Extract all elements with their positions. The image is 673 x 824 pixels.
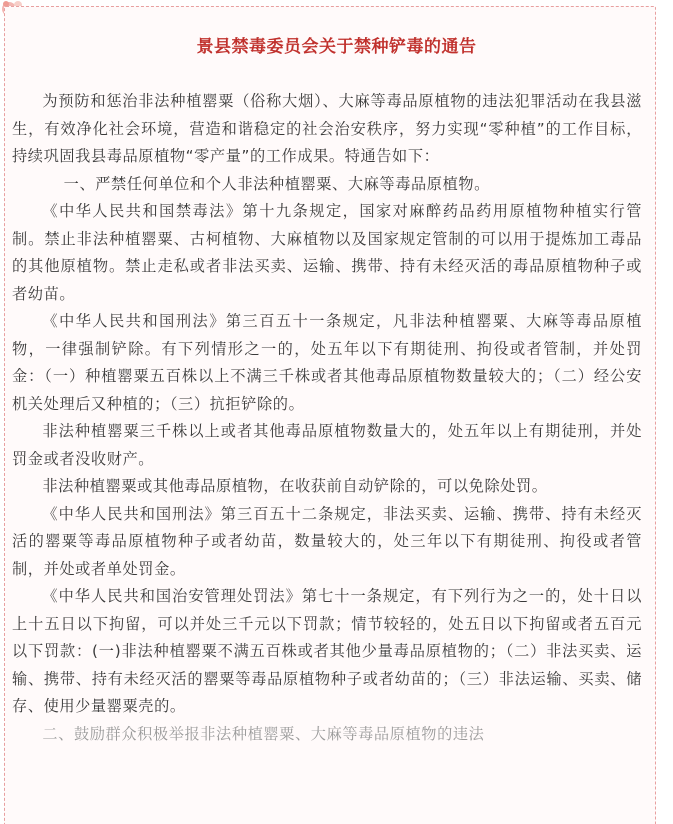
law-paragraph-criminal-351: 《中华人民共和国刑法》第三百五十一条规定，凡非法种植罂粟、大麻等毒品原植物，一律强制铲除。有下列情形之一的，处五年以下有期徒刑、拘役或者管制，并处罚金：（一）种植罂粟五百株以上不满三千株或者其他毒品原植物数量较大的；（二）经公安机关处理后又种植的；（三）抗拒铲除的。: [12, 312, 642, 413]
law-paragraph-public-security: 《中华人民共和国治安管理处罚法》第七十一条规定，有下列行为之一的，处十日以上十五日以下拘留，可以并处三千元以下罚款；情节较轻的，处五日以下拘留或者五百元以下罚款：(一)非法种植罂粟不满五百株或者其他少量毒品原植物的；（二）非法买卖、运输、携带、持有未经灭活的罂粟等毒品原植物种子或者幼苗的；（三）非法运输、买卖、储存、使用少量罂粟壳的。: [12, 587, 642, 715]
page-title: 景县禁毒委员会关于禁种铲毒的通告: [196, 37, 477, 57]
law-paragraph-drug-control: 《中华人民共和国禁毒法》第十九条规定，国家对麻醉药品药用原植物种植实行管制。禁止非法种植罂粟、古柯植物、大麻植物以及国家规定管制的可以用于提炼加工毒品的其他原植物。禁止走私或者非法买卖、运输、携带、持有未经灭活的毒品原植物种子或者幼苗。: [12, 202, 642, 303]
notice-body: [12, 88, 642, 748]
section-heading-1: 一、严禁任何单位和个人非法种植罂粟、大麻等毒品原植物。: [63, 174, 490, 193]
section-heading-2: 二、鼓励群众积极举报非法种植罂粟、大麻等毒品原植物的违法: [42, 724, 485, 743]
penalty-paragraph-large: 非法种植罂粟三千株以上或者其他毒品原植物数量大的，处五年以上有期徒刑，并处罚金或者没收财产。: [12, 422, 642, 468]
law-paragraph-criminal-352: 《中华人民共和国刑法》第三百五十二条规定，非法买卖、运输、携带、持有未经灭活的罂粟等毒品原植物种子或者幼苗，数量较大的，处三年以下有期徒刑、拘役或者管制，并处或者单处罚金。: [12, 504, 642, 578]
intro-paragraph: 为预防和惩治非法种植罂粟（俗称大烟）、大麻等毒品原植物的违法犯罪活动在我县滋生，有效净化社会环境，营造和谐稳定的社会治安秩序，努力实现“零种植”的工作目标，持续巩固我县毒品原植物“零产量”的工作成果。特通告如下：: [12, 92, 642, 165]
exemption-paragraph: 非法种植罂粟或其他毒品原植物，在收获前自动铲除的，可以免除处罚。: [42, 477, 548, 495]
